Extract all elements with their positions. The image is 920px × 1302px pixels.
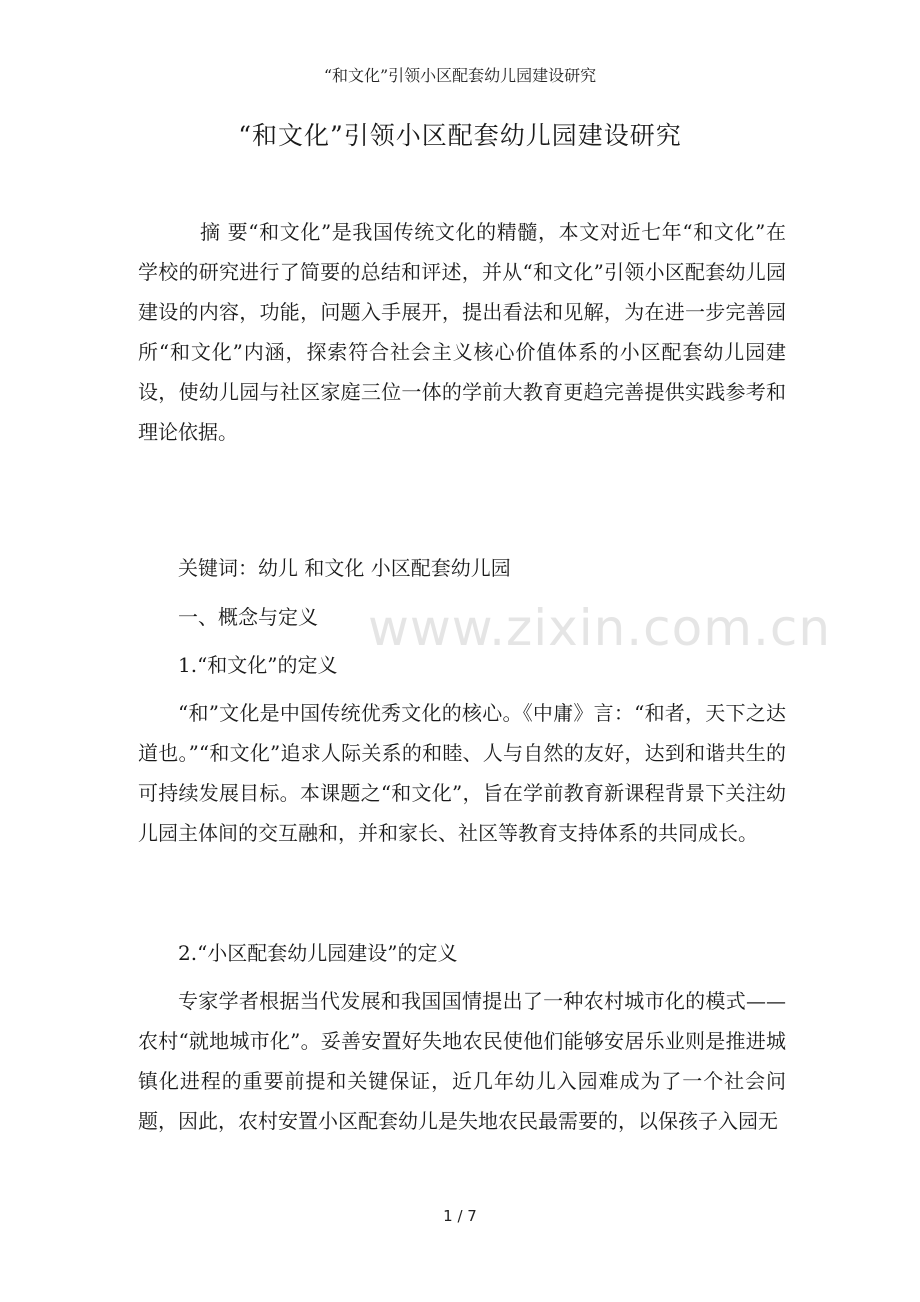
section-heading-concepts: 一、概念与定义 <box>178 605 318 629</box>
keywords-line: 关键词：幼儿 和文化 小区配套幼儿园 <box>178 556 511 580</box>
document-title: “和文化”引领小区配套幼儿园建设研究 <box>238 121 682 150</box>
watermark-text: www.zixin.com.cn <box>368 599 832 657</box>
subsection-heading-kindergarten: 2.“小区配套幼儿园建设”的定义 <box>178 941 458 965</box>
he-culture-definition-paragraph: “和”文化是中国传统优秀文化的核心。《中庸》言：“和者，天下之达道也。”“和文化”追求人际关系的和睦、人与自然的友好，达到和谐共生的可持续发展目标。本课题之“和文化”，旨在学前教育新课程背景下关注幼儿园主体间的交互融和，并和家长、社区等教育支持体系的共同成长。 <box>138 701 786 845</box>
subsection-heading-he-culture: 1.“和文化”的定义 <box>178 653 338 677</box>
running-header: “和文化”引领小区配套幼儿园建设研究 <box>323 66 597 85</box>
kindergarten-definition-paragraph: 专家学者根据当代发展和我国国情提出了一种农村城市化的模式——农村“就地城市化”。妥善安置好失地农民使他们能够安居乐业则是推进城镇化进程的重要前提和关键保证，近几年幼儿入园难成为了一个社会问题，因此，农村安置小区配套幼儿是失地农民最需要的，以保孩子入园无 <box>138 989 786 1133</box>
page-number: 1 / 7 <box>443 1207 477 1225</box>
abstract-paragraph: 摘 要“和文化”是我国传统文化的精髓，本文对近七年“和文化”在学校的研究进行了简要的总结和评述，并从“和文化”引领小区配套幼儿园建设的内容，功能，问题入手展开，提出看法和见解，为在进一步完善园所“和文化”内涵，探索符合社会主义核心价值体系的小区配套幼儿园建设，使幼儿园与社区家庭三位一体的学前大教育更趋完善提供实践参考和理论依据。 <box>138 220 786 444</box>
